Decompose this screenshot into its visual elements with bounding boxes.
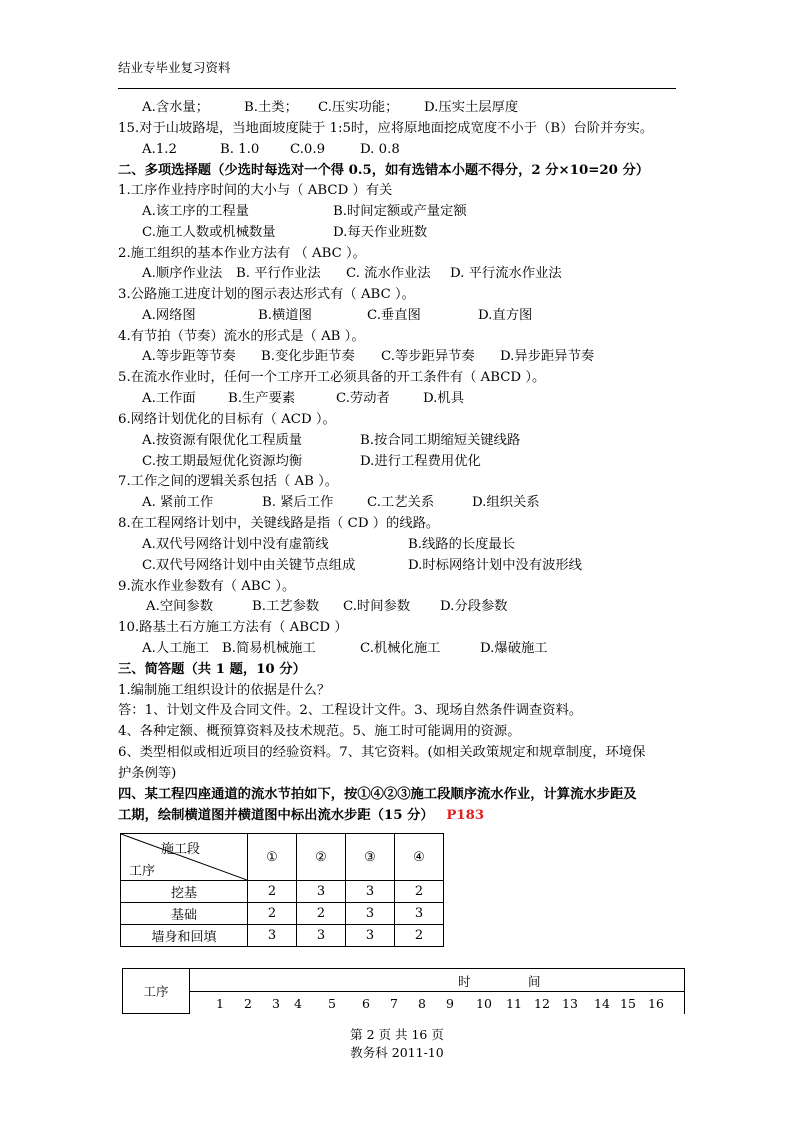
beat-value: 2 (248, 903, 297, 925)
gantt-time-header (190, 969, 685, 992)
s2-q2-option-c: C. 流水作业法 (346, 266, 431, 281)
corner-cell (121, 834, 248, 881)
s3-answer-line-1: 答：1、计划文件及合同文件。2、工程设计文件。3、现场自然条件调查资料。 (118, 703, 583, 718)
s2-q5-option-d: D.机具 (423, 391, 465, 406)
s2-q9-stem: 9.流水作业参数有（ ABC ）。 (118, 579, 296, 594)
corner-top-label: 施工段 (161, 842, 201, 857)
s2-q9-option-c: C.时间参数 (343, 599, 411, 614)
s2-q3-stem: 3.公路施工进度计划的图示表达形式有（ ABC ）。 (118, 287, 415, 302)
section3-title: 三、简答题（共 1 题，10 分） (118, 662, 306, 677)
s2-q4-option-a: A.等步距等节奏 (142, 349, 236, 364)
s3-answer-line-4: 护条例等) (118, 766, 177, 781)
s2-q4-option-c: C.等步距异节奏 (381, 349, 475, 364)
s2-q8-option-c: C.双代号网络计划中由关键节点组成 (142, 558, 356, 573)
process-name: 挖基 (121, 881, 248, 903)
s2-q1-option-c: C.施工人数或机械数量 (142, 225, 276, 240)
section4-title-line-2 (118, 806, 484, 826)
s2-q1-option-a: A.该工序的工程量 (142, 204, 249, 219)
beat-value: 3 (395, 903, 444, 925)
time-tick: 7 (390, 995, 398, 1011)
time-tick: 14 (594, 995, 610, 1011)
time-tick: 10 (476, 995, 492, 1011)
q14-option-c: C.压实功能； (318, 100, 399, 115)
beat-value: 3 (346, 881, 395, 903)
s2-q10-option-d: D.爆破施工 (480, 641, 548, 656)
segment-header: ① (248, 834, 297, 881)
s2-q3-option-d: D.直方图 (478, 308, 533, 323)
s2-q6-option-c: C.按工期最短优化资源均衡 (142, 454, 303, 469)
section2-title: 二、多项选择题（少选时每选对一个得 0.5，如有选错本小题不得分，2 分×10=20 分） (118, 163, 650, 178)
s2-q4-option-b: B.变化步距节奏 (261, 349, 355, 364)
s2-q3-option-b: B.横道图 (258, 308, 312, 323)
beat-value: 3 (297, 881, 346, 903)
s2-q7-option-c: C.工艺关系 (367, 495, 435, 510)
s3-answer-line-2: 4、各种定额、概预算资料及技术规范。5、施工时可能调用的资源。 (118, 724, 521, 739)
s2-q7-option-b: B. 紧后工作 (262, 495, 334, 510)
gantt-row-header: 工序 (123, 969, 190, 1014)
s2-q1-option-b: B.时间定额或产量定额 (333, 204, 467, 219)
s2-q7-option-d: D.组织关系 (472, 495, 540, 510)
s2-q8-option-a: A.双代号网络计划中没有虚箭线 (142, 537, 329, 552)
s3-answer-line-3: 6、类型相似或相近项目的经验资料。7、其它资料。(如相关政策规定和规章制度，环境保 (118, 745, 646, 760)
gantt-tick-row (190, 991, 685, 1013)
s2-q3-option-a: A.网络图 (142, 308, 196, 323)
s2-q7-option-a: A. 紧前工作 (142, 495, 214, 510)
s2-q2-option-b: B. 平行作业法 (236, 266, 321, 281)
s3-question: 1.编制施工组织设计的依据是什么？ (118, 683, 331, 698)
s2-q9-option-d: D.分段参数 (440, 599, 508, 614)
s2-q3-option-c: C.垂直图 (367, 308, 421, 323)
time-tick: 3 (272, 995, 280, 1011)
beat-value: 2 (297, 903, 346, 925)
footer-office: 教务科 2011-10 (350, 1045, 444, 1060)
s2-q8-option-b: B.线路的长度最长 (408, 537, 516, 552)
q14-option-d: D.压实土层厚度 (424, 100, 519, 115)
q14-option-a: A.含水量； (142, 100, 210, 115)
gantt-table (122, 968, 685, 1014)
beat-value: 2 (395, 925, 444, 947)
time-tick: 9 (446, 995, 454, 1011)
s2-q8-stem: 8.在工程网络计划中，关键线路是指（ CD ）的线路。 (118, 516, 440, 531)
s2-q6-option-b: B.按合同工期缩短关键线路 (360, 433, 521, 448)
time-tick: 8 (418, 995, 426, 1011)
s2-q7-stem: 7.工作之间的逻辑关系包括（ AB ）。 (118, 474, 339, 489)
q15-stem: 15.对于山坡路堤，当地面坡度陡于 1:5时，应将原地面挖成宽度不小于（B）台阶并夯实。 (118, 121, 654, 136)
s2-q10-stem: 10.路基土石方施工方法有（ ABCD ） (118, 620, 348, 635)
table-row (121, 903, 444, 925)
beat-value: 3 (346, 903, 395, 925)
s2-q5-option-b: B.生产要素 (228, 391, 296, 406)
s2-q8-option-d: D.时标网络计划中没有波形线 (408, 558, 582, 573)
s2-q1-stem: 1.工序作业持序时间的大小与（ ABCD ）有关 (118, 183, 393, 198)
time-tick: 1 (216, 995, 224, 1011)
s2-q2-option-d: D. 平行流水作业法 (450, 266, 562, 281)
time-label-2: 间 (528, 974, 541, 989)
beat-value: 2 (395, 881, 444, 903)
s2-q5-option-c: C.劳动者 (336, 391, 390, 406)
s2-q10-option-a: A.人工施工 (142, 641, 210, 656)
segment-header: ④ (395, 834, 444, 881)
q15-option-c: C.0.9 (290, 142, 326, 157)
time-tick: 12 (534, 995, 550, 1011)
time-tick: 15 (620, 995, 636, 1011)
q15-option-d: D. 0.8 (360, 142, 400, 157)
section4-title-line-1: 四、某工程四座通道的流水节拍如下，按①④②③施工段顺序流水作业，计算流水步距及 (118, 787, 637, 802)
section4-title-text: 工期，绘制横道图并横道图中标出流水步距（15 分） (118, 808, 434, 823)
s2-q2-option-a: A.顺序作业法 (142, 266, 223, 281)
q15-option-b: B. 1.0 (220, 142, 260, 157)
s2-q5-option-a: A.工作面 (142, 391, 196, 406)
s2-q4-option-d: D.异步距异节奏 (500, 349, 595, 364)
page-reference: P183 (446, 808, 485, 823)
table-row (121, 881, 444, 903)
beat-value: 2 (248, 881, 297, 903)
q15-option-a: A.1.2 (142, 142, 177, 157)
segment-header: ② (297, 834, 346, 881)
q14-option-b: B.土类； (244, 100, 298, 115)
s2-q1-option-d: D.每天作业班数 (333, 225, 428, 240)
s2-q6-option-a: A.按资源有限优化工程质量 (142, 433, 303, 448)
page-number: 第 2 页 共 16 页 (350, 1027, 444, 1042)
time-tick: 11 (506, 995, 522, 1011)
beat-table (120, 833, 444, 947)
table-row (121, 925, 444, 947)
time-tick: 16 (648, 995, 664, 1011)
s2-q4-stem: 4.有节拍（节奏）流水的形式是（ AB ）。 (118, 329, 365, 344)
time-tick: 13 (562, 995, 578, 1011)
s2-q10-option-c: C.机械化施工 (360, 641, 441, 656)
time-label-1: 时 (458, 974, 471, 989)
header-rule (118, 88, 676, 89)
segment-header: ③ (346, 834, 395, 881)
s2-q10-option-b: B.简易机械施工 (222, 641, 316, 656)
process-name: 墙身和回填 (121, 925, 248, 947)
s2-q6-option-d: D.进行工程费用优化 (360, 454, 481, 469)
header-title: 结业专毕业复习资料 (118, 60, 231, 75)
time-tick: 4 (294, 995, 302, 1011)
time-tick: 2 (244, 995, 252, 1011)
process-name: 基础 (121, 903, 248, 925)
beat-value: 3 (248, 925, 297, 947)
s2-q9-option-b: B.工艺参数 (252, 599, 320, 614)
corner-bottom-label: 工序 (129, 864, 156, 879)
s2-q5-stem: 5.在流水作业时，任何一个工序开工必须具备的开工条件有（ ABCD ）。 (118, 370, 546, 385)
s2-q6-stem: 6.网络计划优化的目标有（ ACD ）。 (118, 412, 336, 427)
beat-value: 3 (297, 925, 346, 947)
beat-value: 3 (346, 925, 395, 947)
s2-q9-option-a: A.空间参数 (146, 599, 214, 614)
time-tick: 5 (328, 995, 336, 1011)
s2-q2-stem: 2.施工组织的基本作业方法有 （ ABC ）。 (118, 246, 366, 261)
time-tick: 6 (362, 995, 370, 1011)
